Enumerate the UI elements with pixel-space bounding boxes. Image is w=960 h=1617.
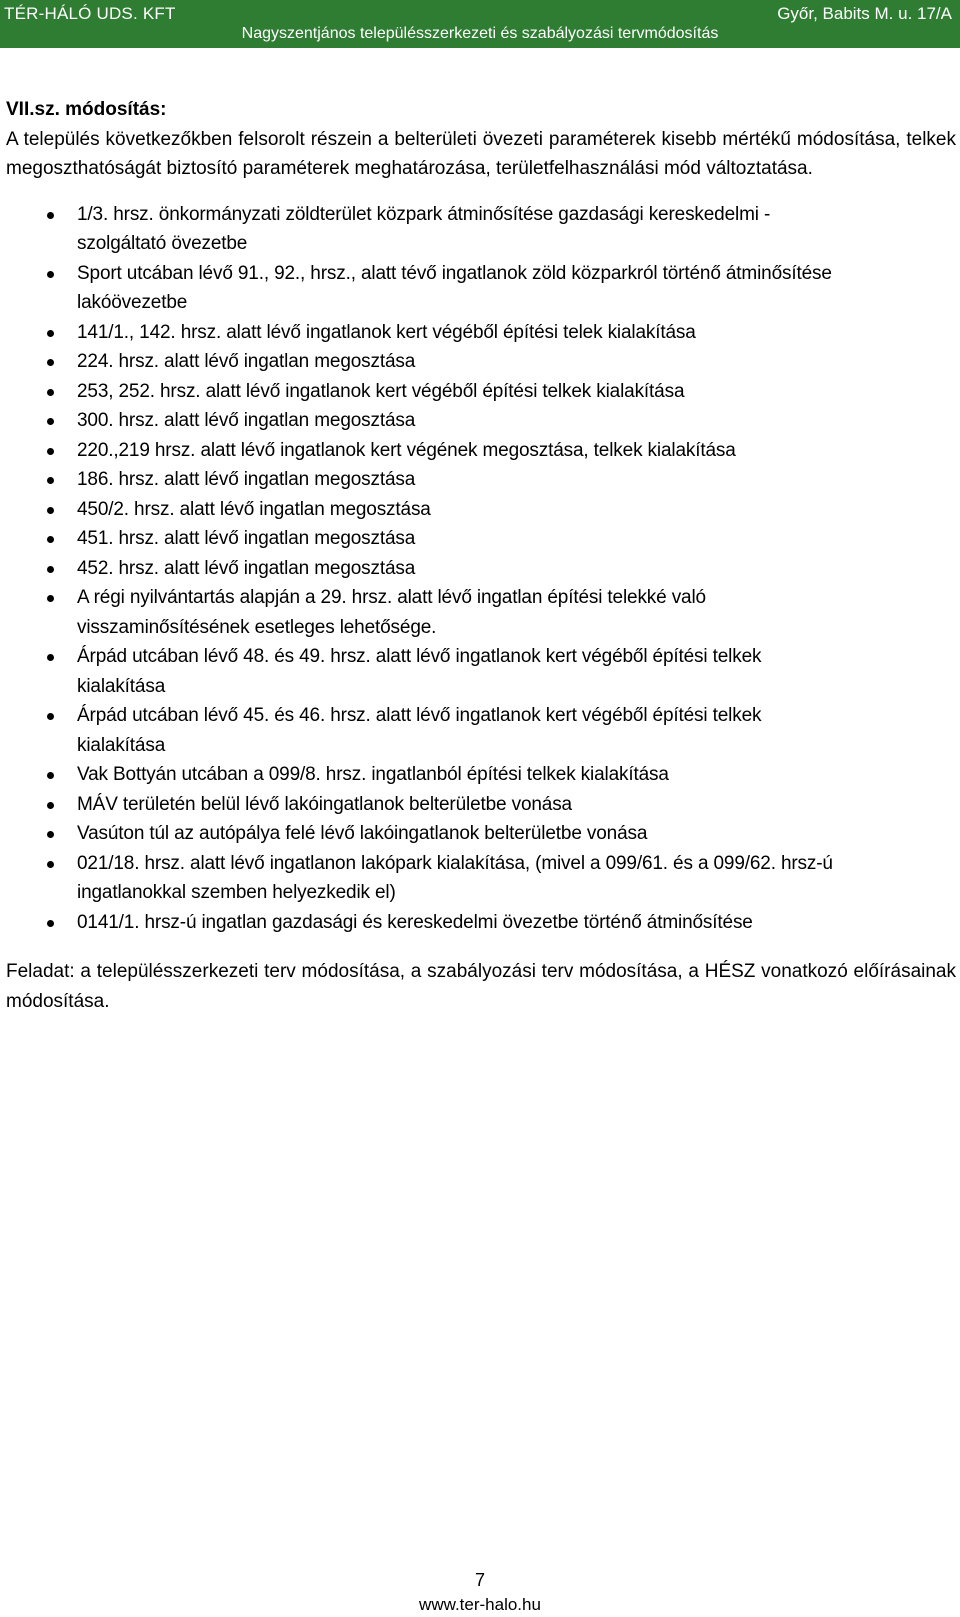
list-item-text: 451. hrsz. alatt lévő ingatlan megosztása	[77, 528, 416, 549]
list-item	[6, 849, 956, 908]
bullet-icon	[47, 330, 54, 337]
list-item	[6, 908, 956, 938]
list-item	[6, 819, 956, 849]
list-item	[6, 347, 956, 377]
list-item	[6, 701, 956, 760]
list-item-text: 141/1., 142. hrsz. alatt lévő ingatlanok kert végéből építési telek kialakítása	[77, 321, 696, 343]
bullet-icon	[47, 654, 54, 661]
bullet-icon	[47, 831, 54, 838]
list-item-text: 450/2. hrsz. alatt lévő ingatlan megosztása	[77, 498, 431, 520]
bullet-icon	[47, 566, 54, 573]
list-item	[6, 377, 956, 407]
bullet-icon	[47, 861, 54, 868]
bullet-icon	[47, 359, 54, 366]
list-item	[6, 554, 956, 584]
list-item	[6, 583, 956, 642]
list-item-text: 1/3. hrsz. önkormányzati zöldterület közpark átminősítése gazdasági kereskedelmi -szolgáltató övezetbe	[77, 203, 771, 254]
document-body	[6, 95, 956, 1016]
list-item	[6, 524, 956, 554]
list-item	[6, 406, 956, 436]
company-name: TÉR-HÁLÓ UDS. KFT	[4, 4, 176, 23]
bullet-icon	[47, 271, 54, 278]
bullet-icon	[47, 477, 54, 484]
list-item-text: 224. hrsz. alatt lévő ingatlan megosztása	[77, 351, 416, 372]
bullet-icon	[47, 418, 54, 425]
bullet-icon	[47, 713, 54, 720]
list-item-text: 0141/1. hrsz-ú ingatlan gazdasági és kereskedelmi övezetbe történő átminősítése	[77, 911, 753, 933]
list-item-text: 021/18. hrsz. alatt lévő ingatlanon lakópark kialakítása, (mivel a 099/61. és a 099/62. hrsz-ú ingatlanokkal szemben helyezkedik el)	[77, 852, 833, 903]
bullet-icon	[47, 448, 54, 455]
page-number: 7	[474, 1570, 485, 1590]
company-address: Győr, Babits M. u. 17/A	[777, 4, 952, 23]
list-item-text: 220.,219 hrsz. alatt lévő ingatlanok kert végének megosztása, telkek kialakítása	[77, 439, 736, 461]
list-item-text: Vasúton túl az autópálya felé lévő lakóingatlanok belterületbe vonása	[77, 823, 648, 844]
list-item	[6, 465, 956, 495]
list-item-text: Árpád utcában lévő 48. és 49. hrsz. alatt lévő ingatlanok kert végéből építési telkek kialakítása	[77, 646, 762, 697]
bullet-icon	[47, 595, 54, 602]
list-item-text: 452. hrsz. alatt lévő ingatlan megosztása	[77, 557, 416, 579]
list-item	[6, 642, 956, 701]
list-item	[6, 790, 956, 820]
bullet-icon	[47, 536, 54, 543]
list-item	[6, 259, 956, 318]
list-item-text: Árpád utcában lévő 45. és 46. hrsz. alatt lévő ingatlanok kert végéből építési telkek kialakítása	[77, 705, 762, 756]
modification-list	[6, 200, 956, 938]
bullet-icon	[47, 802, 54, 809]
list-item	[6, 436, 956, 466]
list-item-text: Sport utcában lévő 91., 92., hrsz., alatt tévő ingatlanok zöld közparkról történő átminősítése lakóövezetbe	[77, 262, 832, 313]
bullet-icon	[47, 212, 54, 219]
document-subtitle: Nagyszentjános településszerkezeti és szabályozási tervmódosítás	[241, 25, 719, 42]
list-item-text: A régi nyilvántartás alapján a 29. hrsz. alatt lévő ingatlan építési telekké való visszaminősítésének esetleges lehetősége.	[77, 587, 706, 638]
bullet-icon	[47, 920, 54, 927]
list-item-text: Vak Bottyán utcában a 099/8. hrsz. ingatlanból építési telkek kialakítása	[77, 764, 669, 785]
page-header	[0, 0, 960, 48]
task-paragraph: Feladat: a településszerkezeti terv módosítása, a szabályozási terv módosítása, a HÉSZ vonatkozó előírásainak módosítása.	[6, 961, 956, 1012]
bullet-icon	[47, 772, 54, 779]
list-item-text: 253, 252. hrsz. alatt lévő ingatlanok kert végéből építési telkek kialakítása	[77, 380, 685, 402]
list-item	[6, 318, 956, 348]
section-intro: A település következőkben felsorolt részein a belterületi övezeti paraméterek kisebb mértékű módosítása, telkek megoszthatóságát biztosító paraméterek meghatározása, területfelhasználási mód változtatása.	[6, 128, 956, 179]
bullet-icon	[47, 507, 54, 514]
list-item-text: MÁV területén belül lévő lakóingatlanok belterületbe vonása	[77, 793, 572, 815]
list-item-text: 186. hrsz. alatt lévő ingatlan megosztása	[77, 469, 416, 490]
bullet-icon	[47, 389, 54, 396]
list-item	[6, 495, 956, 525]
footer-url: www.ter-halo.hu	[419, 1595, 541, 1614]
list-item	[6, 200, 956, 259]
section-title: VII.sz. módosítás:	[6, 99, 167, 120]
list-item-text: 300. hrsz. alatt lévő ingatlan megosztása	[77, 410, 416, 431]
list-item	[6, 760, 956, 790]
